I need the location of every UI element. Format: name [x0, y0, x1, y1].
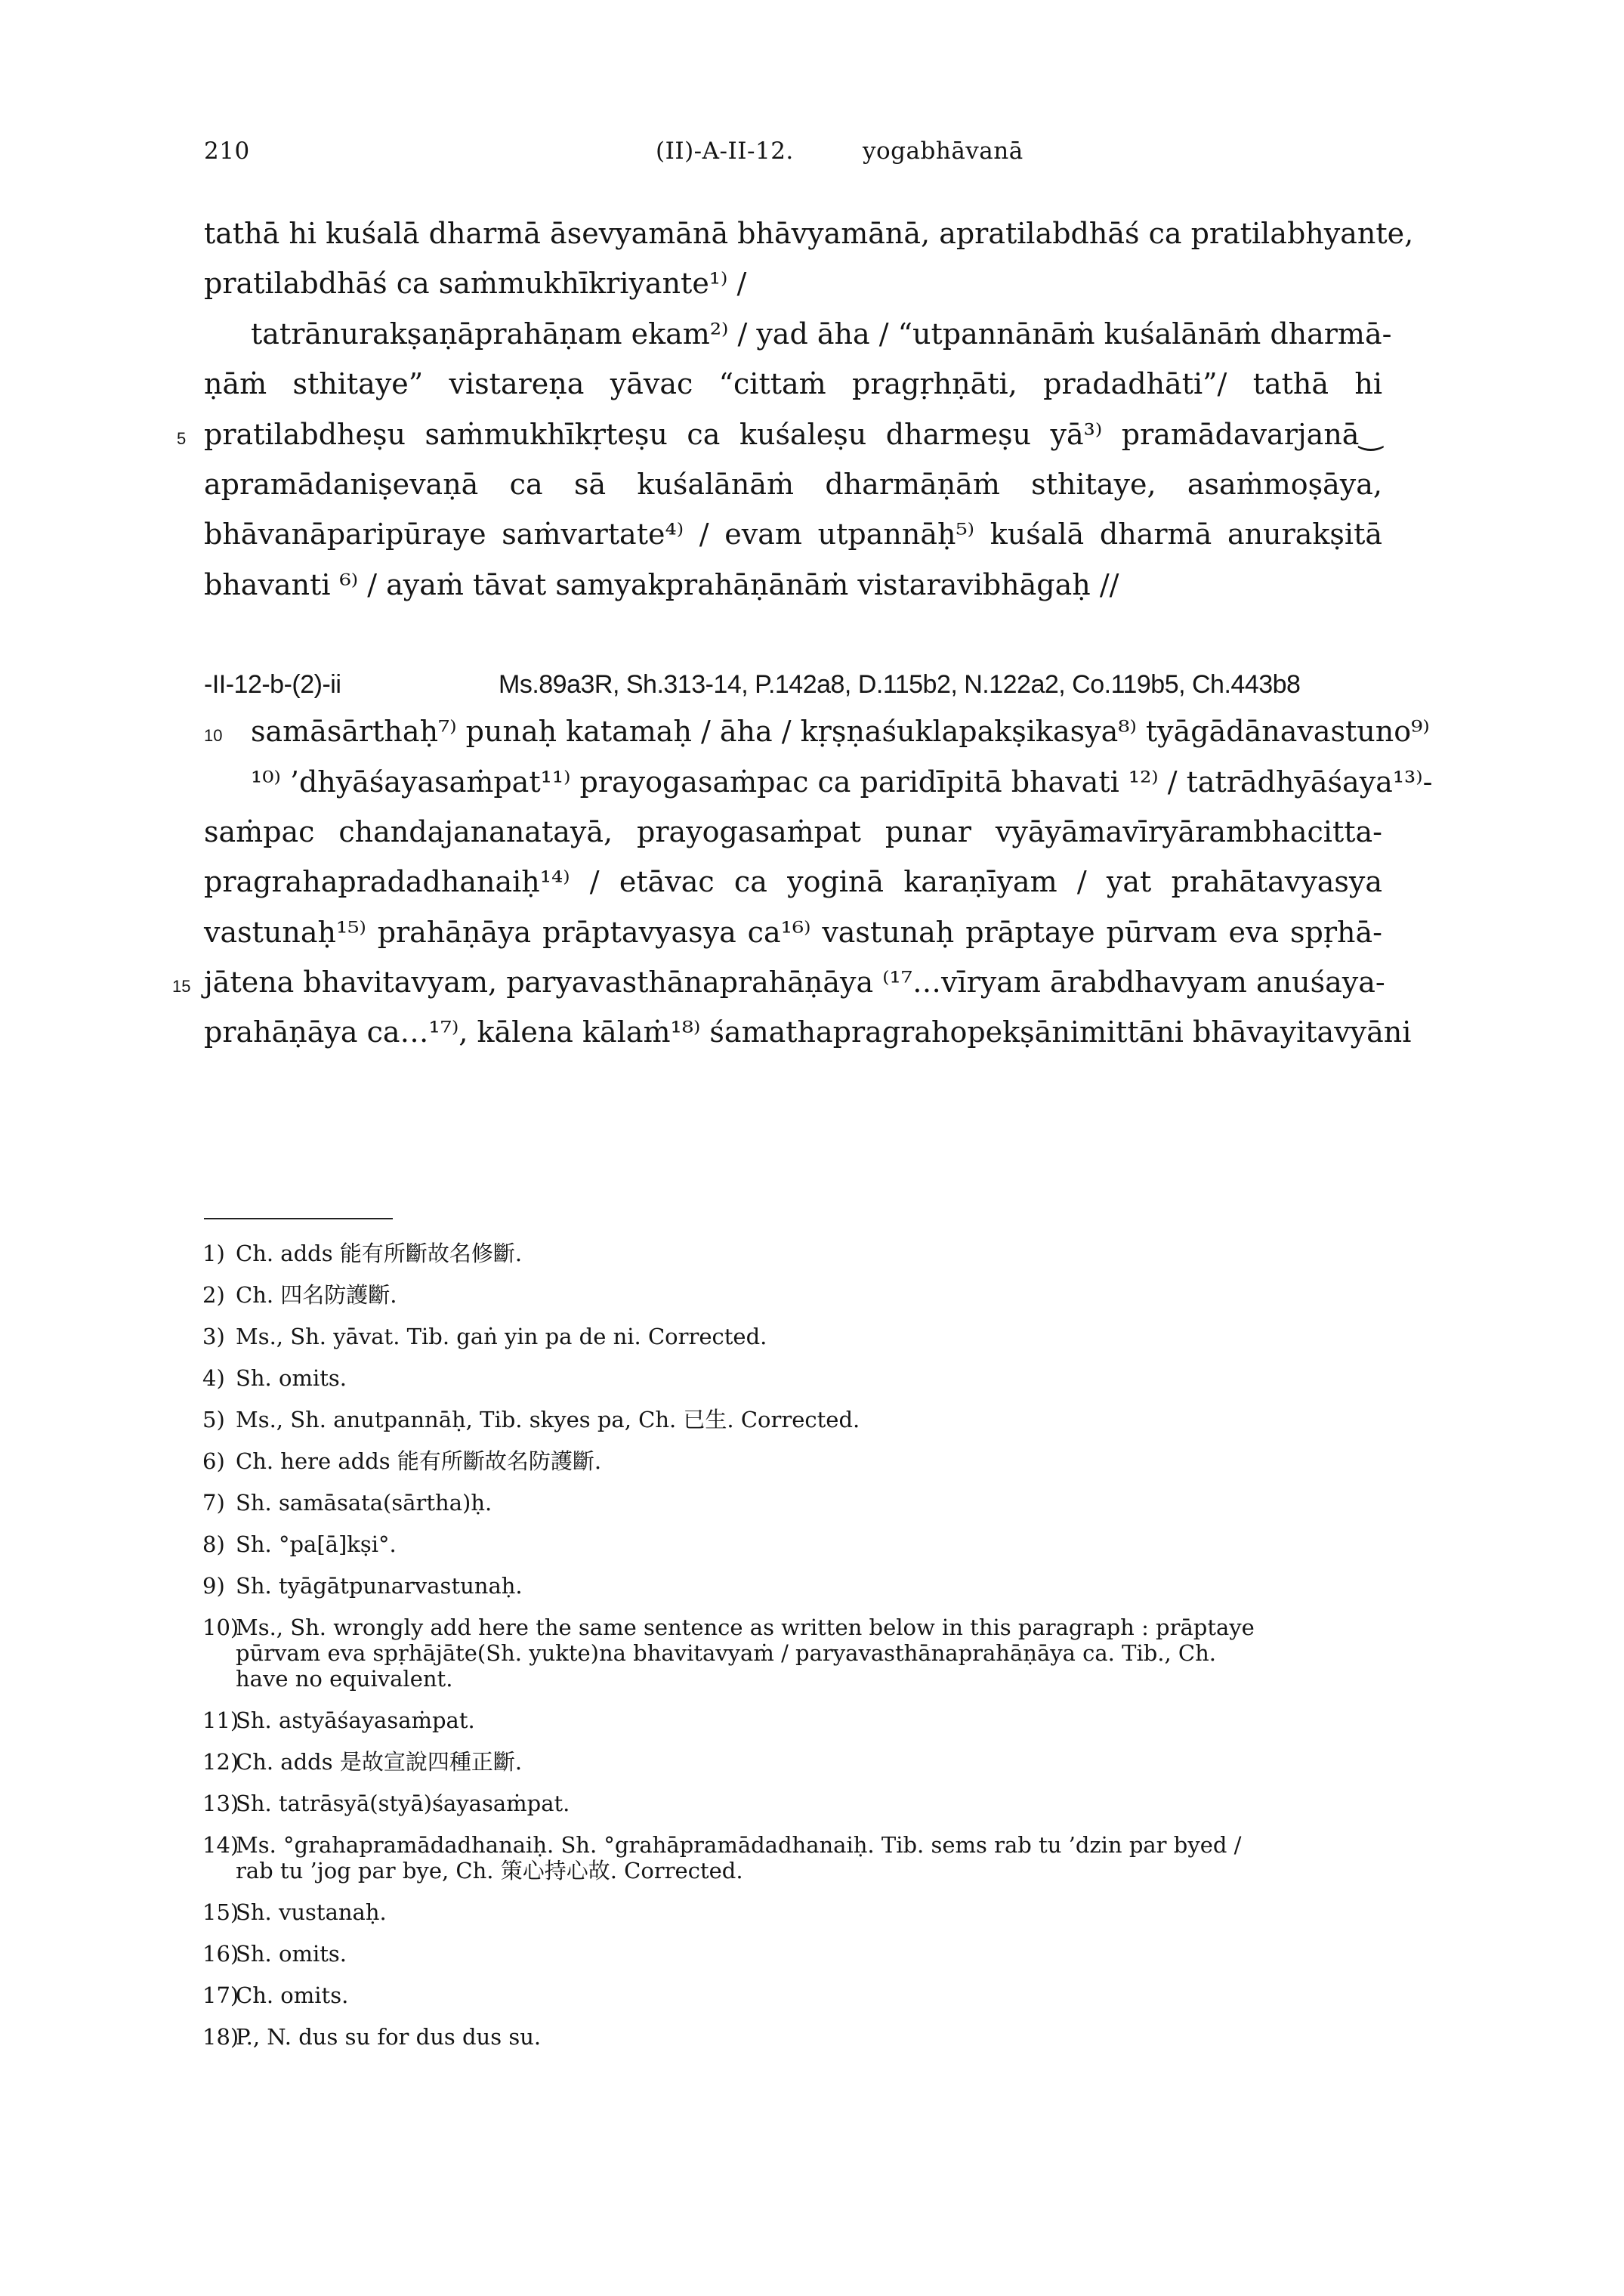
footnote-number: 14) [202, 1832, 239, 1858]
footnote-text [236, 1448, 1426, 1474]
footnote-line: Ms., Sh. wrongly add here the same sentence as written below in this paragraph : prāptaye [236, 1615, 1255, 1640]
footnote [202, 1241, 1426, 1266]
footnote-line: Sh. tatrāsyā(styā)śayasaṁpat. [236, 1791, 570, 1816]
text-line: ¹⁰⁾ ’dhyāśayasaṁpat¹¹⁾ prayogasaṁpac ca paridīpitā bhavati ¹²⁾ / tatrādhyāśaya¹³⁾- [251, 765, 1433, 799]
footnote-text [236, 1490, 1426, 1516]
footnote-line: Ch. here adds 能有所斷故名防護斷. [236, 1448, 602, 1474]
footnote-number: 5) [202, 1407, 225, 1432]
footnote [202, 1407, 1426, 1432]
text-line: pratilabdhāś ca saṁmukhīkriyante¹⁾ / [204, 267, 747, 301]
footnote [202, 1531, 1426, 1557]
text-line-5 [177, 409, 1382, 459]
footnote-text [236, 2024, 1426, 2050]
text-line-content: jātena bhavitavyam, paryavasthānaprahāṇāya ⁽¹⁷…vīryam ārabdhavyam anuśaya- [204, 966, 1385, 1000]
footnote-text [236, 1791, 1426, 1816]
text-line: ṇāṁ sthitaye” vistareṇa yāvac “cittaṁ pragṛhṇāti, pradadhāti”/ tathā hi [204, 367, 1382, 401]
footnote [202, 2024, 1426, 2050]
footnote [202, 1941, 1426, 1967]
footnote-text [236, 1749, 1426, 1775]
footnote [202, 1448, 1426, 1474]
text-line-content: pratilabdheṣu saṁmukhīkṛteṣu ca kuśaleṣu dharmeṣu yā³⁾ pramādavarjanā‿ [204, 417, 1382, 451]
footnote-number: 3) [202, 1324, 225, 1349]
footnote [202, 1791, 1426, 1816]
footnote-line: Sh. °pa[ā]kṣi°. [236, 1531, 397, 1557]
footnote-number: 13) [202, 1791, 239, 1816]
footnote [202, 1832, 1426, 1883]
footnote-line: Sh. samāsata(sārtha)ḥ. [236, 1490, 492, 1516]
footnote-text [236, 1832, 1426, 1883]
footnote-line: rab tu ’jog par bye, Ch. 策心持心故. Corrected. [236, 1858, 743, 1883]
footnote-text [236, 1407, 1426, 1432]
text-line: bhāvanāparipūraye saṁvartate⁴⁾ / evam utpannāḥ⁵⁾ kuśalā dharmā anurakṣitā [204, 518, 1382, 552]
text-line: tathā hi kuśalā dharmā āsevyamānā bhāvyamānā, apratilabdhāś ca pratilabhyante, [204, 217, 1414, 250]
footnote-number: 6) [202, 1448, 225, 1474]
footnote-line: Sh. omits. [236, 1941, 347, 1967]
footnote-text [236, 1282, 1426, 1308]
footnote-text [236, 1899, 1426, 1925]
footnote [202, 1490, 1426, 1516]
footnote [202, 1982, 1426, 2008]
footnote-text [236, 1531, 1426, 1557]
footnote [202, 1899, 1426, 1925]
footnote [202, 1749, 1426, 1775]
text-line: vastunaḥ¹⁵⁾ prahāṇāya prāptavyasya ca¹⁶⁾ vastunaḥ prāptaye pūrvam eva spṛhā- [204, 915, 1382, 949]
footnote [202, 1324, 1426, 1349]
footnote-rule [204, 1218, 393, 1219]
section-heading [204, 660, 1382, 706]
footnote-line: Ms., Sh. yāvat. Tib. gaṅ yin pa de ni. Corrected. [236, 1324, 767, 1349]
footnote-number: 10) [202, 1615, 239, 1640]
footnote-number: 15) [202, 1899, 239, 1925]
footnote-text [236, 1707, 1426, 1733]
footnote-line: Ch. omits. [236, 1982, 349, 2008]
footnote-number: 17) [202, 1982, 239, 2008]
footnote-line: P., N. dus su for dus dus su. [236, 2024, 542, 2050]
footnotes [202, 1241, 1426, 2066]
footnote-number: 2) [202, 1282, 225, 1308]
footnote-number: 8) [202, 1531, 225, 1557]
footnote-text [236, 1324, 1426, 1349]
footnote-text [236, 1941, 1426, 1967]
footnote-line: Ch. adds 能有所斷故名修斷. [236, 1241, 523, 1266]
footnote-line: Ch. 四名防護斷. [236, 1282, 397, 1308]
footnote-line: pūrvam eva spṛhājāte(Sh. yukte)na bhavitavyaṁ / paryavasthānaprahāṇāya ca. Tib., Ch. [236, 1640, 1217, 1666]
line-number: 10 [204, 726, 223, 746]
footnote [202, 1573, 1426, 1599]
footnote [202, 1615, 1426, 1692]
footnote-number: 9) [202, 1573, 225, 1599]
text-line: pragrahapradadhanaiḥ¹⁴⁾ / etāvac ca yoginā karaṇīyam / yat prahātavyasya [204, 865, 1382, 899]
footnote-number: 11) [202, 1707, 239, 1733]
text-line: prahāṇāya ca…¹⁷⁾, kālena kālaṁ¹⁸⁾ śamathapragrahopekṣānimittāni bhāvayitavyāni [204, 1015, 1412, 1049]
text-line-content: samāsārthaḥ⁷⁾ punaḥ katamaḥ / āha / kṛṣṇaśuklapakṣikasya⁸⁾ tyāgādānavastuno⁹⁾ [251, 715, 1430, 749]
section-references: Ms.89a3R, Sh.313-14, P.142a8, D.115b2, N.122a2, Co.119b5, Ch.443b8 [499, 670, 1301, 700]
footnote [202, 1707, 1426, 1733]
footnote-number: 1) [202, 1241, 225, 1266]
footnote-line: Sh. vustanaḥ. [236, 1899, 387, 1925]
text-line-15 [172, 957, 1385, 1007]
footnote-number: 16) [202, 1941, 239, 1967]
running-title: yogabhāvanā [863, 138, 1023, 165]
footnote [202, 1365, 1426, 1391]
footnote-number: 4) [202, 1365, 225, 1391]
footnote [202, 1282, 1426, 1308]
line-number: 5 [177, 428, 187, 448]
section-id: -II-12-b-(2)-ii [204, 670, 341, 700]
footnote-line: have no equivalent. [236, 1666, 453, 1692]
footnote-text [236, 1615, 1426, 1692]
footnote-text [236, 1982, 1426, 2008]
text-line: saṁpac chandajananatayā, prayogasaṁpat punar vyāyāmavīryārambhacitta- [204, 814, 1382, 848]
footnote-number: 12) [202, 1749, 239, 1775]
footnote-number: 18) [202, 2024, 239, 2050]
footnote-number: 7) [202, 1490, 225, 1516]
paragraph-gap [204, 610, 1382, 660]
text-line: apramādaniṣevaṇā ca sā kuśalānāṁ dharmāṇāṁ sthitaye, asaṁmoṣāya, [204, 467, 1382, 501]
footnote-line: Ms., Sh. anutpannāḥ, Tib. skyes pa, Ch. 已生. Corrected. [236, 1407, 860, 1432]
page-number: 210 [204, 138, 250, 165]
text-line: tatrānurakṣaṇāprahāṇam ekam²⁾ / yad āha / “utpannānāṁ kuśalānāṁ dharmā- [251, 317, 1392, 351]
footnote-line: Ch. adds 是故宣說四種正斷. [236, 1749, 523, 1775]
footnote-line: Sh. tyāgātpunarvastunaḥ. [236, 1573, 523, 1599]
footnote-line: Sh. astyāśayasaṁpat. [236, 1707, 475, 1733]
footnote-text [236, 1241, 1426, 1266]
line-number: 15 [172, 977, 191, 997]
section-reference: (II)-A-II-12. [656, 138, 794, 165]
text-line: bhavanti ⁶⁾ / ayaṁ tāvat samyakprahāṇānāṁ vistaravibhāgaḥ // [204, 567, 1119, 601]
footnote-text [236, 1365, 1426, 1391]
footnote-line: Ms. °grahapramādadhanaiḥ. Sh. °grahāpramādadhanaiḥ. Tib. sems rab tu ’dzin par byed / [236, 1832, 1242, 1858]
text-line-10 [204, 706, 1430, 756]
main-text [172, 209, 1433, 1058]
footnote-line: Sh. omits. [236, 1365, 347, 1391]
footnote-text [236, 1573, 1426, 1599]
